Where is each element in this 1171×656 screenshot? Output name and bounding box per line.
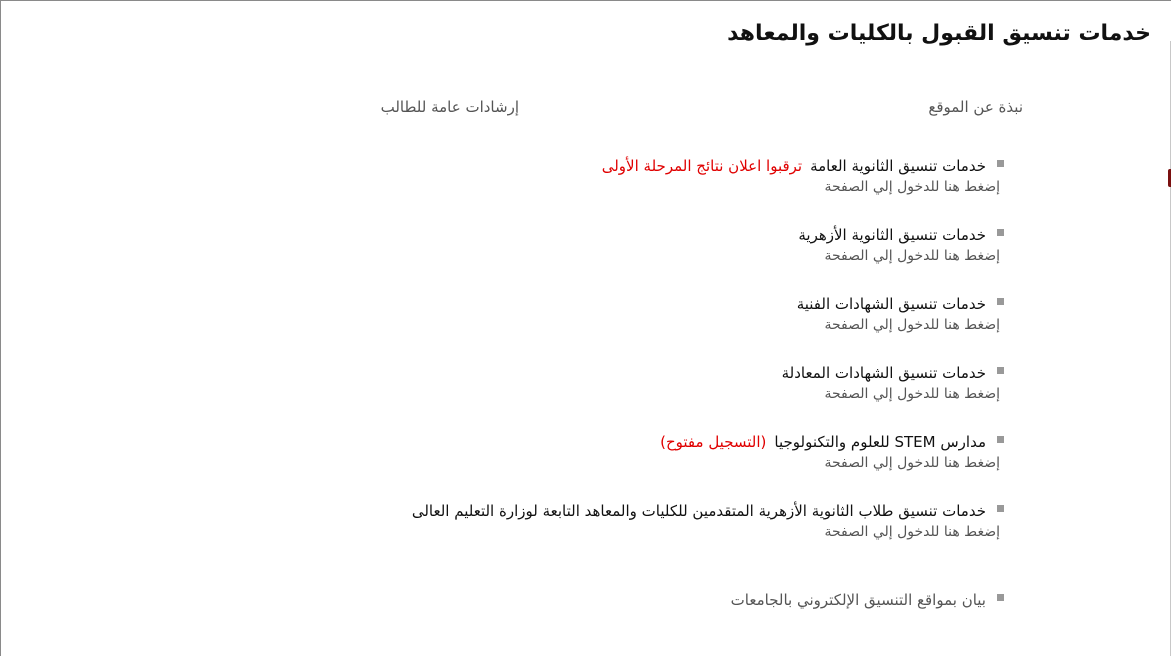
service-title	[412, 431, 986, 453]
service-enter-link[interactable]: إضغط هنا للدخول إلي الصفحة	[824, 179, 1000, 195]
square-bullet-icon	[997, 229, 1004, 236]
square-bullet-icon	[997, 594, 1004, 601]
service-title-text: خدمات تنسيق طلاب الثانوية الأزهرية المتقدمين للكليات والمعاهد التابعة لوزارة التعليم العالى	[411, 502, 986, 520]
service-item-equivalent-certificates	[412, 362, 1006, 431]
services-list	[412, 155, 1006, 569]
service-title-text: خدمات تنسيق الثانوية العامة	[810, 157, 986, 175]
service-enter-link[interactable]: إضغط هنا للدخول إلي الصفحة	[824, 524, 1000, 540]
page-title: خدمات تنسيق القبول بالكليات والمعاهد	[727, 21, 1151, 46]
square-bullet-icon	[997, 160, 1004, 167]
service-title-text: خدمات تنسيق الثانوية الأزهرية	[798, 226, 986, 244]
service-title	[412, 224, 986, 246]
service-title-text: خدمات تنسيق الشهادات المعادلة	[781, 364, 986, 382]
square-bullet-icon	[997, 505, 1004, 512]
about-site-link[interactable]: نبذة عن الموقع	[928, 98, 1023, 116]
student-guidelines-link[interactable]: إرشادات عامة للطالب	[380, 98, 519, 116]
service-item-technical-certificates	[412, 293, 1006, 362]
service-item-general-secondary	[412, 155, 1006, 224]
service-item-stem-schools	[412, 431, 1006, 500]
service-item-azhar-higher-education	[412, 500, 1006, 569]
service-title	[412, 500, 986, 522]
service-status-note: ترقبوا اعلان نتائج المرحلة الأولى	[601, 157, 803, 175]
service-title	[412, 155, 986, 177]
service-enter-link[interactable]: إضغط هنا للدخول إلي الصفحة	[824, 317, 1000, 333]
service-title-text: مدارس STEM للعلوم والتكنولوجيا	[774, 433, 986, 451]
square-bullet-icon	[997, 298, 1004, 305]
service-title-text: خدمات تنسيق الشهادات الفنية	[796, 295, 986, 313]
square-bullet-icon	[997, 436, 1004, 443]
universities-sites-link[interactable]: بيان بمواقع التنسيق الإلكتروني بالجامعات	[730, 591, 986, 609]
service-enter-link[interactable]: إضغط هنا للدخول إلي الصفحة	[824, 386, 1000, 402]
service-enter-link[interactable]: إضغط هنا للدخول إلي الصفحة	[824, 455, 1000, 471]
service-item-azhar-secondary	[412, 224, 1006, 293]
square-bullet-icon	[997, 367, 1004, 374]
service-enter-link[interactable]: إضغط هنا للدخول إلي الصفحة	[824, 248, 1000, 264]
service-title	[412, 362, 986, 384]
service-status-note: (التسجيل مفتوح)	[660, 433, 767, 451]
universities-item	[731, 589, 1006, 611]
service-title	[412, 293, 986, 315]
